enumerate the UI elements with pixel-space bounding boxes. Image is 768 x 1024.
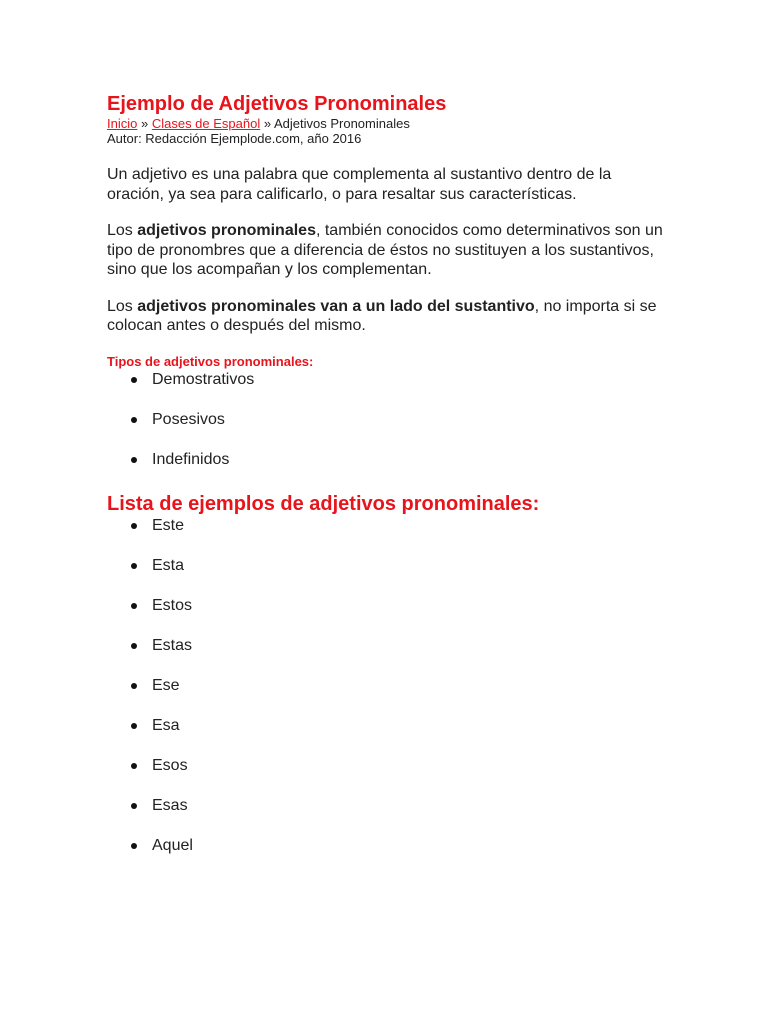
bullet-icon xyxy=(131,563,137,569)
examples-list xyxy=(107,516,667,876)
list-item: Esas xyxy=(107,796,667,836)
list-item: Esos xyxy=(107,756,667,796)
examples-heading: Lista de ejemplos de adjetivos pronominales: xyxy=(107,492,540,515)
breadcrumb-separator: » xyxy=(137,116,152,131)
bullet-icon xyxy=(131,643,137,649)
breadcrumb-separator: » xyxy=(260,116,274,131)
bullet-icon xyxy=(131,457,137,463)
page-title: Ejemplo de Adjetivos Pronominales xyxy=(107,93,447,115)
list-item: Este xyxy=(107,516,667,556)
list-item: Esa xyxy=(107,716,667,756)
breadcrumb-category-link[interactable]: Clases de Español xyxy=(151,116,261,131)
author-line: Autor: Redacción Ejemplode.com, año 2016 xyxy=(107,131,362,146)
types-list xyxy=(107,370,667,490)
types-heading: Tipos de adjetivos pronominales: xyxy=(107,353,314,369)
list-item: Estas xyxy=(107,636,667,676)
list-item: Aquel xyxy=(107,836,667,876)
bullet-icon xyxy=(131,683,137,689)
bold-term: adjetivos pronominales xyxy=(137,222,316,239)
list-item: Demostrativos xyxy=(107,370,667,410)
bold-term: adjetivos pronominales van a un lado del sustantivo xyxy=(137,297,535,315)
paragraph-intro: Un adjetivo es una palabra que complementa al sustantivo dentro de la oración, ya sea para calificarlo, o para resaltar sus características. xyxy=(107,166,612,203)
list-item: Posesivos xyxy=(107,410,667,450)
bullet-icon xyxy=(131,803,137,809)
breadcrumb-current: Adjetivos Pronominales xyxy=(273,116,410,131)
list-item: Ese xyxy=(107,676,667,716)
bullet-icon xyxy=(131,417,137,423)
bullet-icon xyxy=(131,603,137,609)
article xyxy=(107,92,667,876)
list-item: Esta xyxy=(107,556,667,596)
bullet-icon xyxy=(131,523,137,529)
bullet-icon xyxy=(131,843,137,849)
bullet-icon xyxy=(131,377,137,383)
paragraph-definition: Los adjetivos pronominales, también conocidos como determinativos son un tipo de pronombres que a diferencia de éstos no sustituyen a los sustantivos, sino que los acompañan y los complementan. xyxy=(107,222,663,278)
bullet-icon xyxy=(131,723,137,729)
breadcrumb xyxy=(107,116,667,131)
list-item: Indefinidos xyxy=(107,450,667,490)
list-item: Estos xyxy=(107,596,667,636)
paragraph-position: Los adjetivos pronominales van a un lado del sustantivo, no importa si se colocan antes o después del mismo. xyxy=(107,297,657,334)
breadcrumb-home-link[interactable]: Inicio xyxy=(107,116,138,131)
bullet-icon xyxy=(131,763,137,769)
